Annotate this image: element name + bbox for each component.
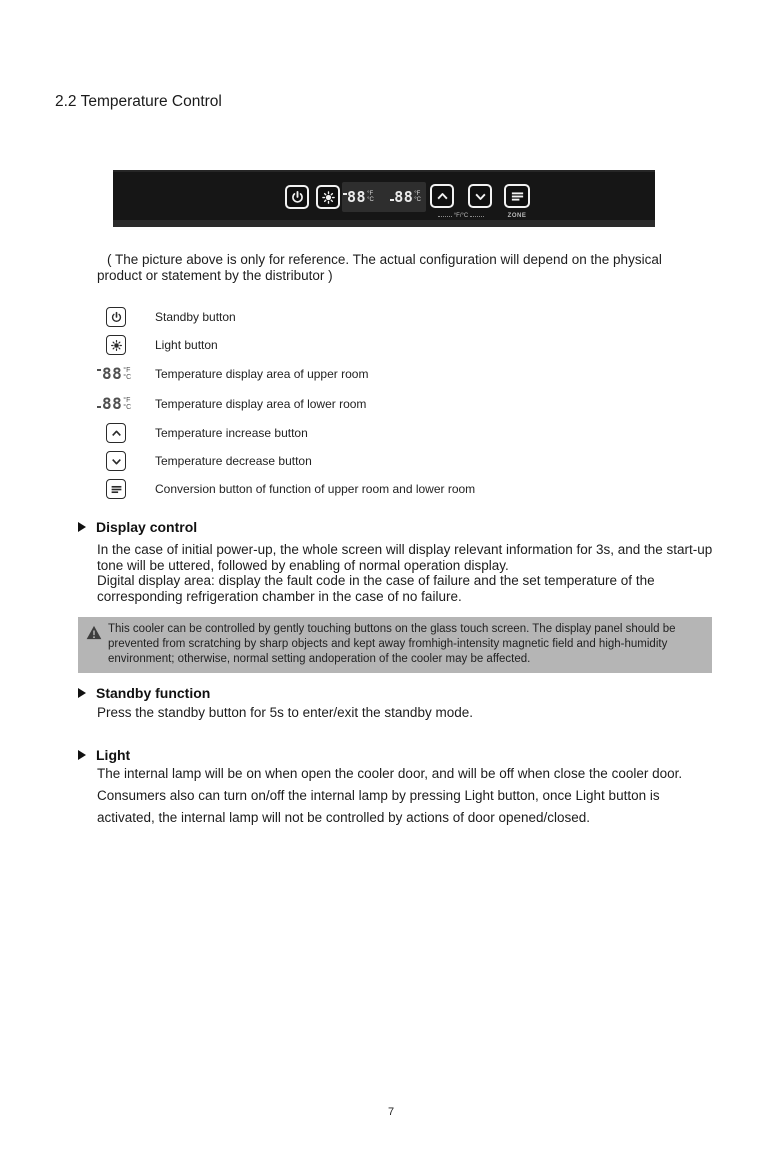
zone-lines-icon (510, 189, 525, 204)
power-icon (106, 307, 126, 327)
section-heading-display-control: Display control (78, 519, 197, 535)
lower-room-value: 88 (394, 187, 414, 206)
legend-label: Temperature decrease button (155, 454, 312, 468)
zone-conversion-button (504, 184, 530, 208)
lower-room-units: °F °C (414, 191, 421, 203)
display-control-body: In the case of initial power-up, the whole screen will display relevant information for 3s, and the start-up tone will be uttered, followed by enabling of normal operation display. Digital display area: display the fault code in the case of failure and the set temperature of the corresponding refrigeration chamber in the case of no failure. (97, 542, 713, 604)
chevron-down-icon (473, 189, 488, 204)
section-heading-standby: Standby function (78, 685, 210, 701)
standby-body: Press the standby button for 5s to enter/exit the standby mode. (97, 705, 473, 720)
legend-row-increase (100, 419, 720, 447)
triangle-bullet-icon (78, 750, 86, 760)
triangle-bullet-icon (78, 522, 86, 532)
lower-room-marker (390, 199, 394, 201)
temperature-increase-button (430, 184, 454, 208)
warning-note (78, 617, 712, 673)
legend-label: Conversion button of function of upper room and lower room (155, 482, 476, 496)
scale-mini-label: °F/°C (416, 213, 506, 219)
standby-button (285, 185, 309, 209)
temperature-decrease-button (468, 184, 492, 208)
dotted-line (438, 216, 452, 217)
lower-temp-display-glyph: 88 °F °C (102, 396, 131, 412)
legend-row-upper-display (100, 359, 720, 389)
zone-mini-label: ZONE (507, 213, 527, 219)
legend-label: Temperature display area of lower room (155, 397, 367, 411)
warning-text: This cooler can be controlled by gently touching buttons on the glass touch screen. The display panel should be prevented from scratching by sharp objects and kept away fromhigh-intensity magnetic field and high-humidity environment; otherwise, normal setting andoperation of the cooler may be affected. (108, 623, 676, 665)
control-panel-illustration (113, 170, 655, 227)
light-icon (321, 190, 336, 205)
legend-label: Standby button (155, 310, 236, 324)
section-heading-light: Light (78, 747, 130, 763)
legend-row-standby (100, 303, 720, 331)
legend-label: Temperature increase button (155, 426, 308, 440)
light-body: The internal lamp will be on when open the cooler door, and will be off when close the cooler door. Consumers also can turn on/off the internal lamp by pressing Light button, once Light button is activated, the internal lamp will not be controlled by actions of door opened/closed. (97, 766, 683, 825)
legend-row-light (100, 331, 720, 359)
legend-row-lower-display (100, 389, 720, 419)
chevron-down-icon (106, 451, 126, 471)
upper-room-readout (347, 187, 374, 206)
zone-lines-icon (106, 479, 126, 499)
light-icon (106, 335, 126, 355)
upper-temp-display-glyph: 88 °F °C (102, 366, 131, 382)
upper-room-units: °F °C (367, 191, 374, 203)
legend-row-conversion (100, 475, 720, 503)
light-button (316, 185, 340, 209)
lower-room-readout (394, 187, 421, 206)
button-legend (100, 303, 720, 503)
warning-icon (86, 625, 102, 640)
upper-room-value: 88 (347, 187, 367, 206)
page-number: 7 (387, 1106, 395, 1118)
page-title: 2.2 Temperature Control (55, 93, 222, 110)
power-icon (290, 190, 305, 205)
chevron-up-icon (106, 423, 126, 443)
legend-label: Temperature display area of upper room (155, 367, 369, 381)
reference-caption: ( The picture above is only for reference. The actual configuration will depend on the physical product or statement by the distributor ) (97, 252, 662, 283)
chevron-up-icon (435, 189, 450, 204)
triangle-bullet-icon (78, 688, 86, 698)
upper-room-marker (343, 193, 347, 195)
legend-row-decrease (100, 447, 720, 475)
legend-label: Light button (155, 338, 218, 352)
dotted-line (470, 216, 484, 217)
temperature-display-area (342, 182, 426, 212)
